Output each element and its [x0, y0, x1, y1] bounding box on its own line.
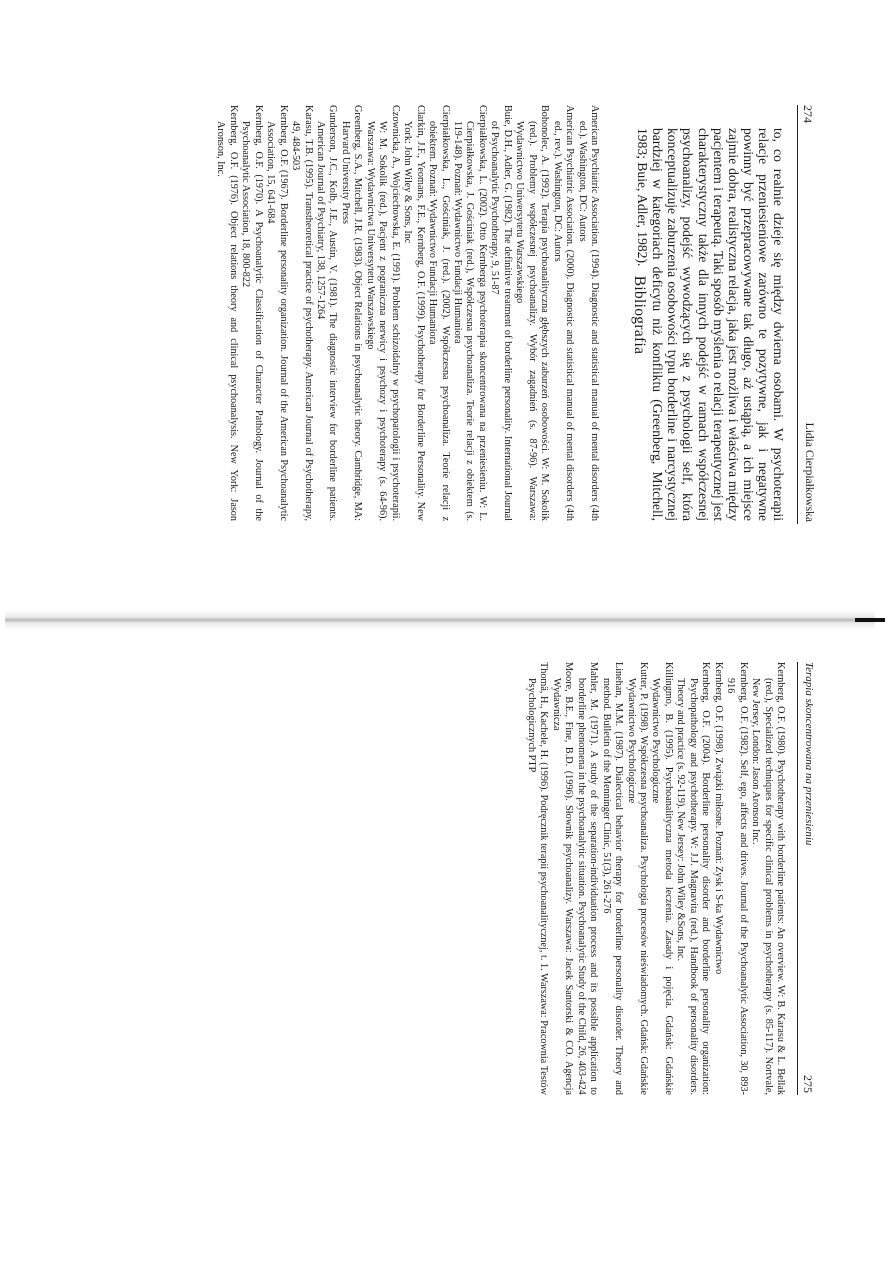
running-head-author: Lidia Cierpiałkowska: [803, 422, 815, 522]
reference-entry: Buie, D.H., Adler, G. (1982). The definitive treatment of borderline personality. International Journal of Psychoanalytic Psychotherapy, 9, 51-87: [489, 105, 513, 521]
bibliography-list-left: [214, 105, 600, 521]
reference-entry: Mahler, M. (1971). A study of the separation-individuation process and its possible application to borderline phenomena in the psychoanalytic situation. Psychoanalytic Study of the Child, 26, 403-424: [575, 662, 600, 1095]
header-rule: [797, 662, 798, 1095]
gutter-shade: [5, 610, 875, 630]
reference-entry: Kernberg, O.F. (1967). Borderline personality organization. Journal of the American Psychoanalytic Association, 15, 641-684: [265, 105, 289, 521]
reference-entry: Greenberg, S.A., Mitchell, J.R. (1983). Object Relations in psychoanalytic theory. Cambridge, MA: Harvard University Press: [339, 105, 364, 521]
body-paragraph: to, co realnie dzieje się między dwiema osobami. W psychoterapii relacje przeniesieniowe zarówno te pozytywne, jak i negatywne powinny być przepracowywane tak długo, aż ustąpią, a ich miejsce zajmie dobra, realistyczna relacja, jaka jest możliwa i właściwa między pacjentem i terapeutą. Taki sposób myślenia o relacji terapeutycznej jest charakterystyczny także dla innych podejść w ramach współczesnej psychoanalizy, podejść wywodzących się z psychologii self, która konceptualizuje zaburzenia osobowości typu borderline i narcystycznej bardziej w kategoriach deficytu niż konfliktu (Greenberg, Mitchell, 1983; Buie, Adler, 1982).: [635, 128, 786, 521]
reference-entry: Killingmo, B. (1995). Psychoanalityczna metoda leczenia. Zasady i pojęcia. Gdańsk: Gdańskie Wydawnictwo Psychologiczne: [650, 662, 674, 1095]
running-head-title: Terapia skoncentrowana na przeniesieniu: [803, 662, 815, 846]
reference-entry: American Psychiatric Association. (2000). Diagnostic and statistical manual of mental disorders (4th ed., rev.). Washington, DC: Autors: [551, 105, 576, 521]
reference-entry: Karasu, T.B. (1995). Transtheoretical practice of psychotherapy. American Journal of Psychotherapy, 49, 484-503: [290, 105, 314, 521]
reference-entry: Kernberg, O.F. (1976). Object relations theory and clinical psychoanalysis. New York: Jason Aronson, Inc.: [215, 105, 239, 521]
reference-entry: Cierpiałkowska, L., Gościniak, J. (red.). (2002). Współczesna psychoanaliza. Teorie relacji z obiektem. Poznań: Wydawnictwo Fundacji Humaniora: [427, 105, 451, 521]
reference-entry: Kutter, P. (1998). Współczesna psychoanaliza. Psychologia procesów nieświadomych. Gdańsk: Gdańskie Wydawnictwo Psychologiczne: [625, 662, 650, 1095]
reference-entry: Kernberg, O.F. (2004). Borderline personality disorder and borderline personality organization: Psychopathology and psychotherapy. W: J.J. Magnavita (red.), Handbook of personality disorders. Theory and practice (s. 92-119). New Jersey: John Wiley &Sons, Inc.: [675, 662, 712, 1095]
reference-entry: Thomä, H., Kachele, H. (1996). Podręcznik terapii psychoanalitycznej, t. 1. Warszawa: Pracownia Testów Psychologicznych PTP: [525, 662, 550, 1095]
reference-entry: Kernberg, O.F. (1998). Związki miłosne. Poznań: Zysk i S-ka Wydawnictwo: [712, 662, 724, 975]
reference-entry: Gunderson, J.C., Kolb, J.E., Austin, V. (1981). The diagnostic interview for borderline patients. American Journal of Psychiatry, 138, 1257-1264: [315, 105, 339, 521]
reference-entry: Kernberg, O.F. (1970). A Psychoanalytic Classification of Character Pathology. Journal of the Psychoanalytic Association, 18, 800-822: [240, 105, 264, 521]
reference-entry: Czownicka, A., Wojciechowska, E. (1991). Problem schizoidalny w psychopatologii i psychoterapii. W: M. Sokolik (red.), Pacjent z pograniczna nerwicy i psychozy i psychoterapy (s. 64-96). Warszawa: Wydawnictwa Uniwersytetu Warszawskiego: [364, 105, 401, 521]
reference-entry: Kernberg, O.F. (1980). Psychotherapy with borderline patients: An overview. W: B. Karasu & L. Bellak (red.), Specialized techniques for specific clinical problems in psychotherapy (s. 85-117). Nortvale, New Jersey, London: Jason Aronson Inc.: [750, 662, 786, 1095]
reference-entry: Bohonolec, A. (1992). Terapia psychoanalityczna głębszych zaburzeń osobowości. W: M. Sokolik (red.). Problemy współczesnej psychoanalizy. Wybór zagadnień (s. 87-96). Warszawa: Wydawnictwo Uniwersytetu Warszawskiego: [514, 105, 551, 521]
reference-entry: Moore, B.E., Fine, B.D. (1996). Słownik psychoanalizy. Warszawa: Jacek Santorski & CO. Agencja Wydawnicza: [550, 662, 575, 1095]
reference-entry: Linehan, M.M. (1987). Dialectical behavior therapy for borderline personality disorder. Theory and method. Bulletin of the Menninger Clinic, 51(3), 261-276: [600, 662, 625, 1095]
left-page: [0, 0, 893, 600]
gutter-edge-mark: [855, 618, 885, 622]
page-number-left: 274: [801, 105, 815, 123]
reference-entry: American Psychiatric Association. (1994). Diagnostic and statistical manual of mental disorders (4th ed.). Washington, DC: Autors: [576, 105, 600, 521]
reference-entry: Clarkin, J.F., Yeomans, F.E., Kernberg, O.F. (1999). Psychotherapy for Borderline Personality. New York: John Wiley & Sons, Inc: [402, 105, 426, 521]
page-gutter-shadow: [0, 596, 893, 646]
bibliography-list-right: [524, 662, 786, 1095]
page-number-right: 275: [801, 1075, 815, 1093]
reference-entry: Kernberg, O.F. (1982). Self, ego, affects and drives. Journal of the Psychoanalytic Association, 30, 893-916: [725, 662, 749, 1095]
header-rule: [797, 105, 798, 524]
right-page: [0, 640, 893, 1263]
bibliography-heading: Bibliografia: [631, 275, 648, 355]
reference-entry: Cierpiałkowska, L. (2002). Otto Kernberga psychoterapia skoncentrowana na przeniesieniu. W: L. Cierpiałkowska, J. Gościniak (red.), Współczesna psychoanaliza. Teorie relacji z obiektem (s. 119-148). Poznań: Wydawnictwo Fundacji Humaniora: [452, 105, 488, 521]
